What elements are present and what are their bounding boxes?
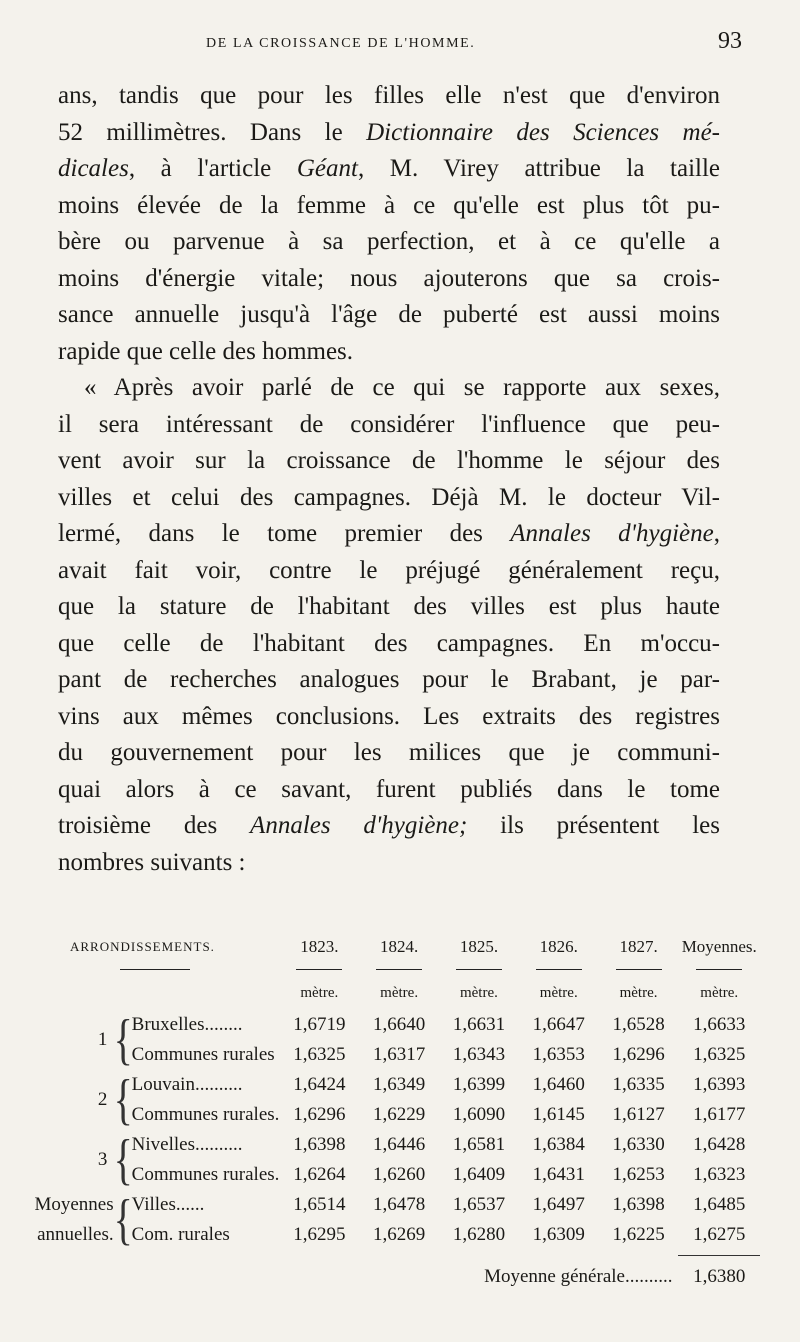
text-line <box>58 808 720 845</box>
table-cell: 1,6225 <box>612 1224 665 1245</box>
table-cell: 1,6485 <box>693 1194 746 1215</box>
column-header: 1826. <box>539 937 578 956</box>
table-row <box>30 1100 760 1130</box>
table-cell: 1,6269 <box>373 1224 426 1245</box>
text-line: moins élevée de la femme à ce qu'elle est plus tôt pu- <box>58 191 720 219</box>
table-row <box>30 1040 760 1070</box>
table-cell: 1,6309 <box>532 1224 585 1245</box>
table-cell: 1,6229 <box>373 1104 426 1125</box>
table-cell: 1,6581 <box>452 1134 506 1155</box>
text-line: pant de recherches analogues pour le Brabant, je par- <box>58 666 720 693</box>
table-cell: 1,6719 <box>293 1014 346 1035</box>
table-cell: 1,6323 <box>693 1164 746 1185</box>
header-rule <box>376 969 422 970</box>
table-cell: 1,6253 <box>612 1164 665 1185</box>
column-header: Moyennes. <box>681 937 757 956</box>
units-row <box>30 976 760 1010</box>
text-line <box>58 151 720 188</box>
table-cell: 1,6335 <box>612 1074 665 1095</box>
district-name: Com. rurales <box>131 1224 230 1245</box>
separator-row <box>30 1250 760 1260</box>
header-rule <box>536 969 582 970</box>
brace: { <box>113 1127 133 1191</box>
district-name: Bruxelles........ <box>131 1014 243 1035</box>
text-line: moins d'énergie vitale; nous ajouterons que sa crois- <box>58 264 720 292</box>
table-cell: 1,6399 <box>452 1074 506 1095</box>
italic-title: dicales <box>58 155 129 182</box>
table-header-row <box>30 932 760 962</box>
table-cell: 1,6409 <box>452 1164 506 1185</box>
total-rule <box>678 1255 760 1256</box>
italic-title: Annales d'hygiène <box>510 520 714 547</box>
table-cell: 1,6424 <box>293 1074 346 1095</box>
page-number: 93 <box>718 28 742 54</box>
unit-label: mètre. <box>700 984 739 1001</box>
text-line: sance annuelle jusqu'à l'âge de puberté est aussi moins <box>58 301 720 328</box>
text-line: il sera intéressant de considérer l'influence que peu- <box>58 410 720 438</box>
body-text <box>58 78 720 881</box>
paragraph-2 <box>58 370 720 881</box>
table-cell: 1,6446 <box>373 1134 426 1155</box>
text-run: troisième des <box>58 812 251 839</box>
table-cell: 1,6514 <box>293 1194 346 1215</box>
column-header: 1824. <box>380 937 419 956</box>
brace: { <box>113 1067 133 1131</box>
text-line: vent avoir sur la croissance de l'homme le séjour des <box>58 447 720 474</box>
district-name: Communes rurales. <box>131 1104 280 1125</box>
table-cell: 1,6264 <box>293 1164 346 1185</box>
header-rule <box>296 969 342 970</box>
general-average-label: Moyenne générale.......... <box>484 1266 673 1287</box>
header-rule <box>696 969 742 970</box>
group-number: 2 <box>97 1089 108 1110</box>
text-line: avait fait voir, contre le préjugé généralement reçu, <box>58 556 720 584</box>
text-line: nombres suivants : <box>58 848 246 876</box>
table-cell: 1,6633 <box>693 1014 746 1035</box>
italic-title: Géant <box>296 155 358 182</box>
header-rule <box>120 969 190 970</box>
table-cell: 1,6296 <box>293 1104 346 1125</box>
italic-title: Annales d'hygiène; <box>250 812 468 839</box>
unit-label: mètre. <box>539 984 578 1001</box>
table-row <box>30 1070 760 1100</box>
stature-table <box>30 932 760 1294</box>
table-cell: 1,6528 <box>612 1014 665 1035</box>
district-name: Communes rurales <box>131 1044 275 1065</box>
table-cell: 1,6647 <box>532 1014 585 1035</box>
averages-label: annuelles. <box>37 1224 114 1245</box>
table-cell: 1,6317 <box>373 1044 426 1065</box>
group-number: 3 <box>97 1149 108 1170</box>
table-cell: 1,6631 <box>452 1014 506 1035</box>
header-rule <box>456 969 502 970</box>
column-header: 1827. <box>619 937 658 956</box>
brace: { <box>113 1007 133 1071</box>
text-line: que la stature de l'habitant des villes est plus haute <box>58 593 720 620</box>
text-line <box>58 115 720 152</box>
text-run: 52 millimètres. Dans le <box>58 118 367 146</box>
running-title: DE LA CROISSANCE DE L'HOMME. <box>206 36 476 51</box>
text-line: vins aux mêmes conclusions. Les extraits des registres <box>58 702 720 730</box>
general-average-row <box>30 1260 760 1294</box>
page-header <box>58 28 742 58</box>
table-row <box>30 1190 760 1220</box>
text-line: « Après avoir parlé de ce qui se rapporte aux sexes, <box>84 374 720 401</box>
header-rules <box>30 962 760 976</box>
table-cell: 1,6384 <box>532 1134 585 1155</box>
unit-label: mètre. <box>459 984 498 1001</box>
table-cell: 1,6260 <box>373 1164 426 1185</box>
district-name: Villes...... <box>131 1194 205 1215</box>
table-cell: 1,6177 <box>693 1104 746 1125</box>
table-cell: 1,6280 <box>452 1224 506 1245</box>
text-line: du gouvernement pour les milices que je communi- <box>58 739 720 766</box>
table-cell: 1,6640 <box>373 1014 426 1035</box>
table-cell: 1,6398 <box>293 1134 346 1155</box>
table-cell: 1,6460 <box>532 1074 585 1095</box>
table-cell: 1,6393 <box>693 1074 746 1095</box>
table-cell: 1,6145 <box>532 1104 585 1125</box>
column-header: 1825. <box>459 937 499 956</box>
header-rule <box>616 969 662 970</box>
text-line: ans, tandis que pour les filles elle n'est que d'environ <box>58 82 720 109</box>
text-line: que celle de l'habitant des campagnes. En m'occu- <box>58 629 720 657</box>
text-run: lermé, dans le tome premier des <box>58 520 511 547</box>
text-run: ils présentent les <box>467 812 720 839</box>
unit-label: mètre. <box>380 984 419 1001</box>
table-row <box>30 1220 760 1250</box>
group-number: 1 <box>97 1029 108 1050</box>
table-cell: 1,6353 <box>532 1044 585 1065</box>
table-cell: 1,6275 <box>693 1224 746 1245</box>
district-name: Communes rurales. <box>131 1164 280 1185</box>
unit-label: mètre. <box>300 984 339 1001</box>
text-run: , <box>713 520 721 547</box>
table-cell: 1,6343 <box>452 1044 506 1065</box>
table-cell: 1,6325 <box>693 1044 746 1065</box>
table-row <box>30 1130 760 1160</box>
unit-label: mètre. <box>619 984 658 1001</box>
table-cell: 1,6330 <box>612 1134 665 1155</box>
table-cell: 1,6090 <box>452 1104 506 1125</box>
table-cell: 1,6349 <box>373 1074 426 1095</box>
text-run: , à l'article <box>128 155 297 182</box>
text-line <box>58 516 720 553</box>
general-average-value: 1,6380 <box>693 1266 746 1287</box>
italic-title: Dictionnaire des Sciences mé- <box>366 118 720 146</box>
table-cell: 1,6296 <box>612 1044 665 1065</box>
column-header: 1823. <box>300 937 339 956</box>
table-row <box>30 1010 760 1040</box>
district-name: Louvain.......... <box>131 1074 243 1095</box>
text-line: rapide que celle des hommes. <box>58 337 354 365</box>
text-line: bère ou parvenue à sa perfection, et à ce qu'elle a <box>58 228 720 255</box>
table-cell: 1,6325 <box>293 1044 346 1065</box>
table-cell: 1,6478 <box>373 1194 426 1215</box>
table-cell: 1,6398 <box>612 1194 665 1215</box>
text-run: , M. Virey attribue la taille <box>357 155 720 182</box>
averages-label: Moyennes <box>34 1194 114 1215</box>
table-cell: 1,6497 <box>532 1194 585 1215</box>
table-cell: 1,6431 <box>532 1164 585 1185</box>
paragraph-1 <box>58 78 720 370</box>
text-line: quai alors à ce savant, furent publiés dans le tome <box>58 775 720 803</box>
table-row <box>30 1160 760 1190</box>
table-cell: 1,6537 <box>452 1194 506 1215</box>
column-header: ARRONDISSEMENTS. <box>70 939 215 954</box>
table-cell: 1,6295 <box>293 1224 346 1245</box>
table-cell: 1,6428 <box>693 1134 746 1155</box>
district-name: Nivelles.......... <box>131 1134 243 1155</box>
brace: { <box>113 1187 133 1251</box>
text-line: villes et celui des campagnes. Déjà M. le docteur Vil- <box>58 483 720 511</box>
table-cell: 1,6127 <box>612 1104 665 1125</box>
